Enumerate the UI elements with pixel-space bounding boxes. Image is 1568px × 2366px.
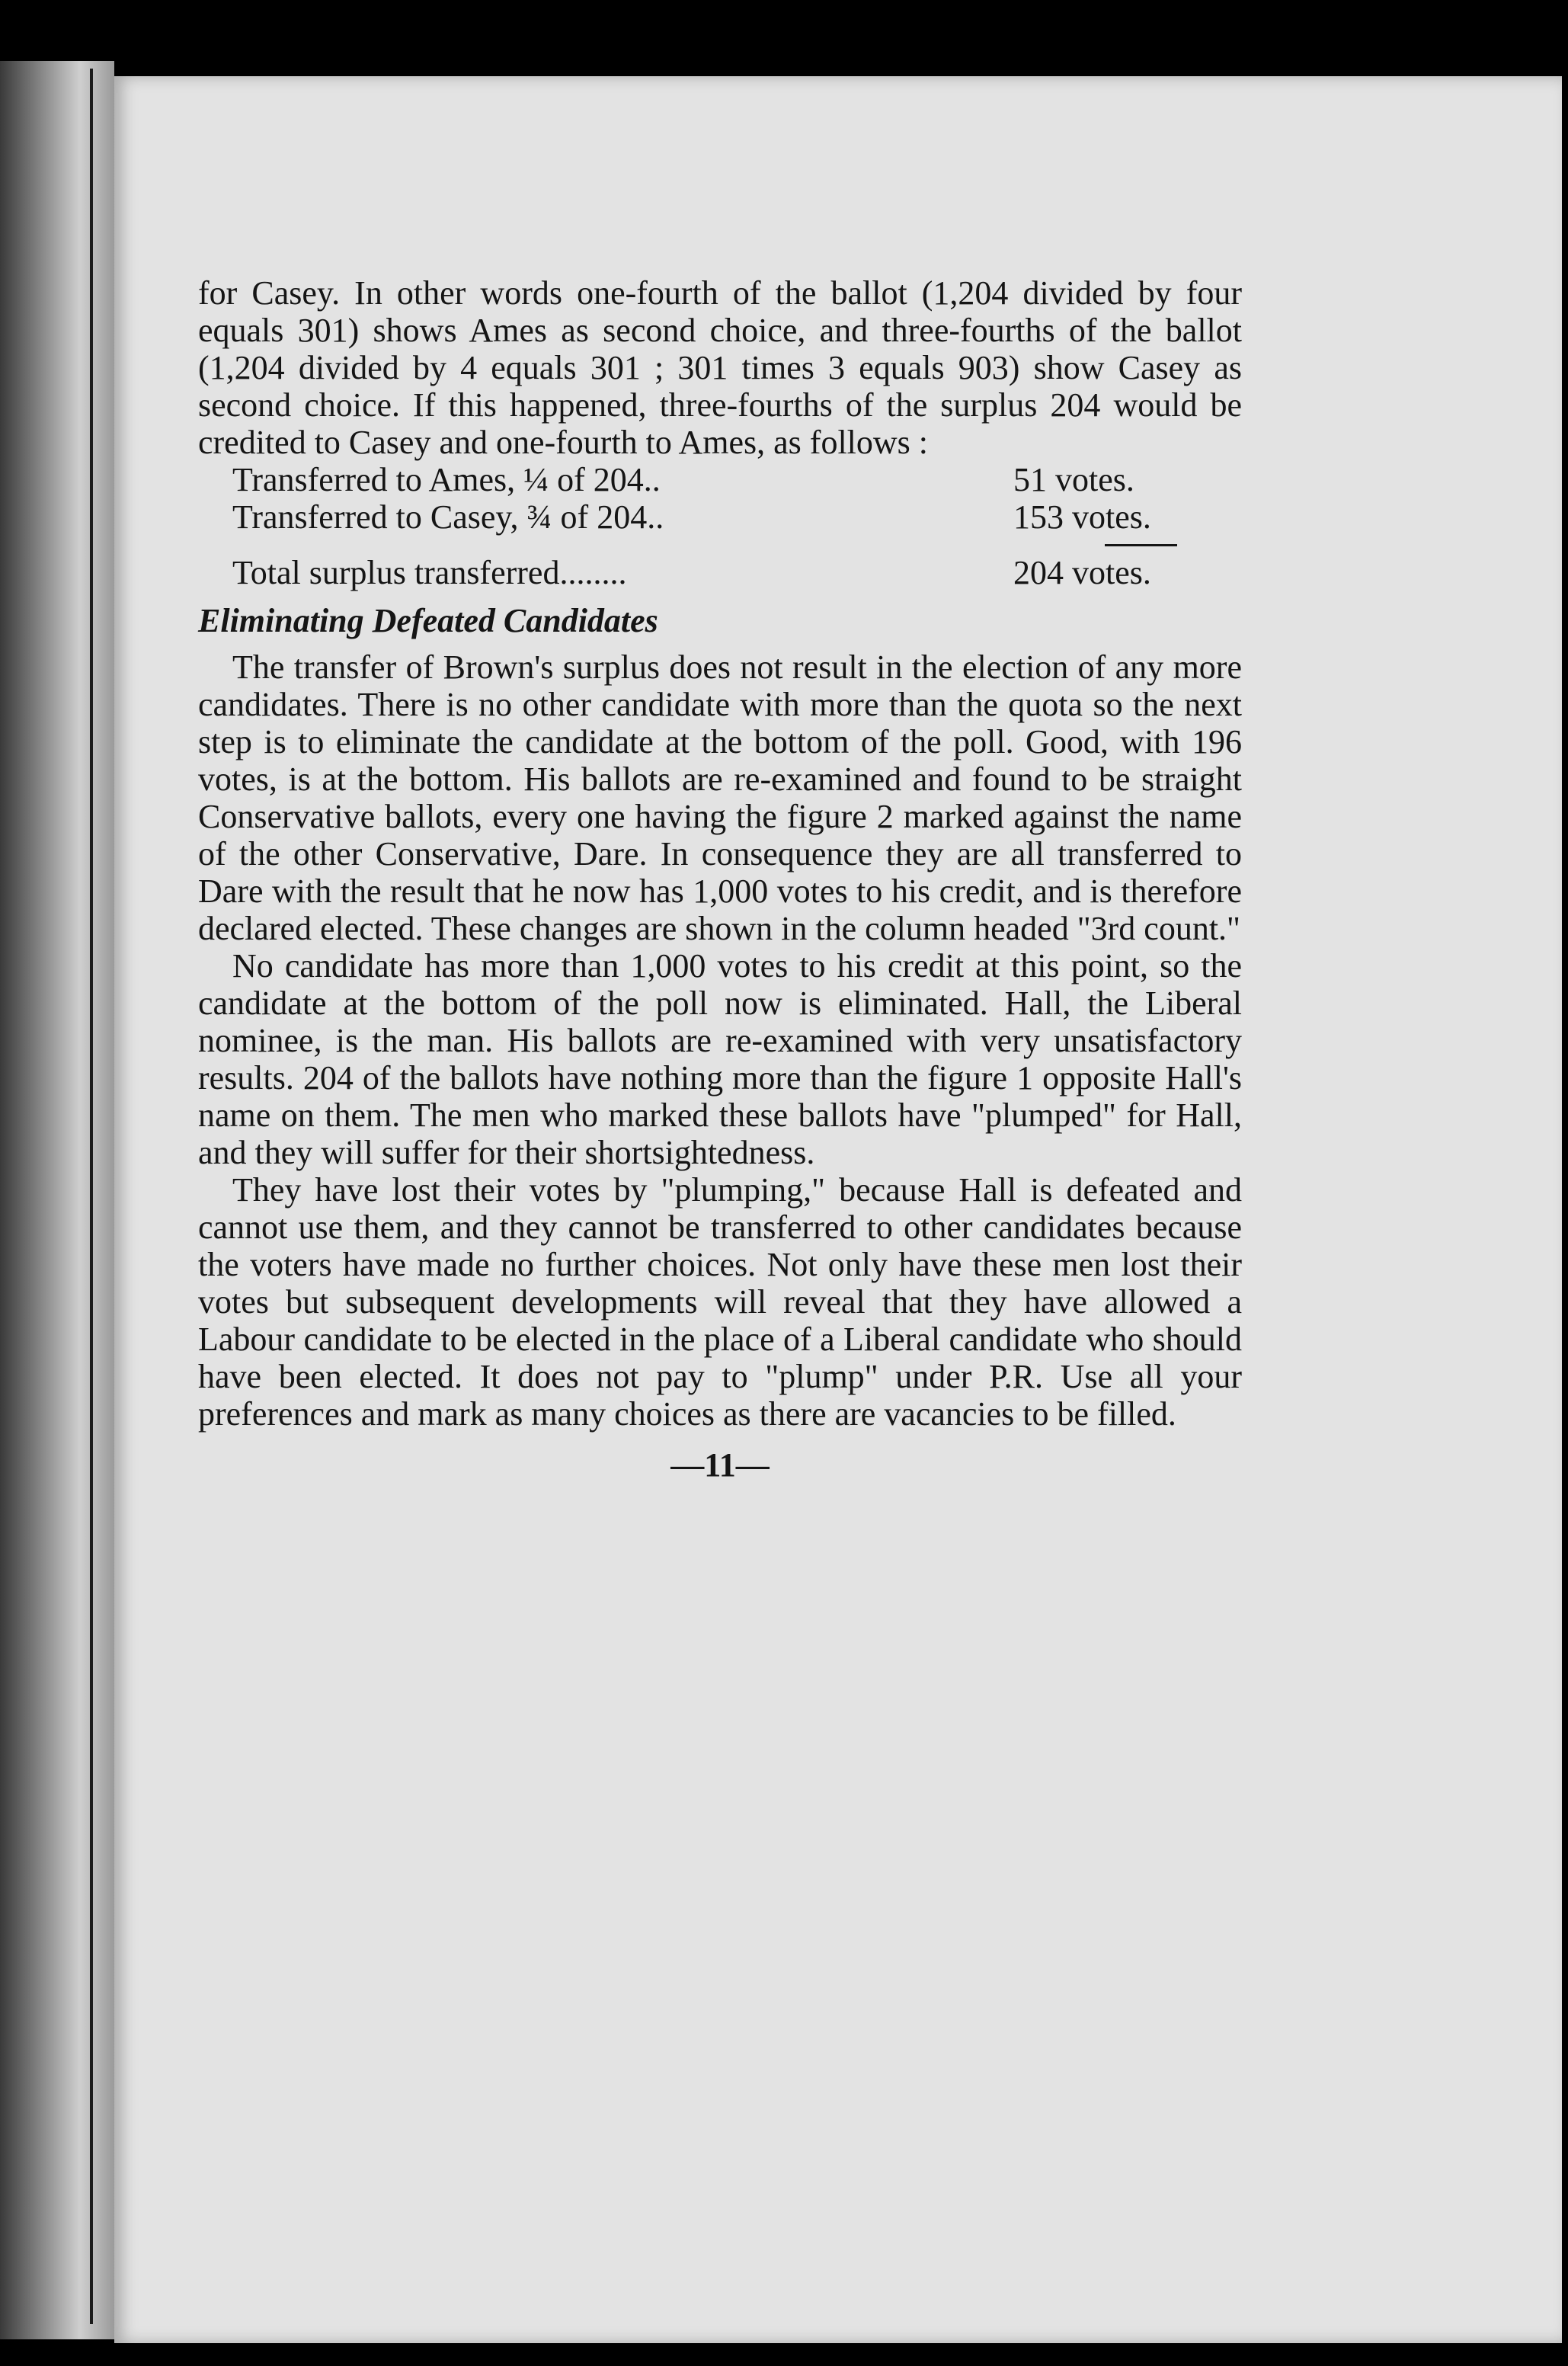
transfer-line-ames bbox=[198, 461, 1242, 498]
page-number: —11— bbox=[670, 1446, 770, 1484]
transfer-casey-votes: 153 votes. bbox=[1013, 498, 1151, 536]
sum-rule bbox=[1105, 544, 1177, 546]
total-label: Total surplus transferred........ bbox=[232, 554, 627, 591]
sum-rule-row bbox=[198, 536, 1242, 554]
section-heading: Eliminating Defeated Candidates bbox=[198, 602, 658, 639]
continued-paragraph: for Casey. In other words one-fourth of the ballot (1,204 divided by four equals 301) shows Ames as second choice, and three-fourths of the ballot (1,204 divided by 4 equals 301 ; 301 times 3 equals 903) show Casey as second choice. If this happened, three-fourths of the surplus 204 would be credited to Casey and one-fourth to Ames, as follows : bbox=[198, 274, 1242, 461]
transfer-line-casey bbox=[198, 498, 1242, 536]
paragraph-1: The transfer of Brown's surplus does not result in the election of any more candidates. There is no other candidate with more than the quota so the next step is to eliminate the candidate at the bottom of the poll. Good, with 196 votes, is at the bottom. His ballots are re-examined and found to be straight Conservative ballots, every one having the figure 2 marked against the name of the other Conservative, Dare. In consequence they are all transferred to Dare with the result that he now has 1,000 votes to his credit, and is therefore declared elected. These changes are shown in the column headed "3rd count." bbox=[198, 648, 1242, 947]
paragraph-2: No candidate has more than 1,000 votes to his credit at this point, so the candidate at the bottom of the poll now is eliminated. Hall, the Liberal nominee, is the man. His ballots are re-examined with very unsatisfactory results. 204 of the ballots have nothing more than the figure 1 opposite Hall's name on them. The men who marked these ballots have "plumped" for Hall, and they will suffer for their shortsightedness. bbox=[198, 947, 1242, 1171]
facing-page-edge bbox=[0, 61, 114, 2339]
total-line bbox=[198, 554, 1242, 591]
transfer-ames-votes: 51 votes. bbox=[1013, 461, 1134, 498]
total-votes: 204 votes. bbox=[1013, 554, 1151, 591]
gutter-shadow bbox=[90, 69, 93, 2324]
page-text bbox=[198, 274, 1242, 1484]
transfer-casey-label: Transferred to Casey, ¾ of 204.. bbox=[232, 498, 664, 536]
transfer-ames-label: Transferred to Ames, ¼ of 204.. bbox=[232, 461, 661, 498]
paragraph-3: They have lost their votes by "plumping," because Hall is defeated and cannot use them, and they cannot be transferred to other candidates because the voters have made no further choices. Not only have these men lost their votes but subsequent developments will reveal that they have allowed a Labour candidate to be elected in the place of a Liberal candidate who should have been elected. It does not pay to "plump" under P.R. Use all your preferences and mark as many choices as there are vacancies to be filled. bbox=[198, 1171, 1242, 1433]
